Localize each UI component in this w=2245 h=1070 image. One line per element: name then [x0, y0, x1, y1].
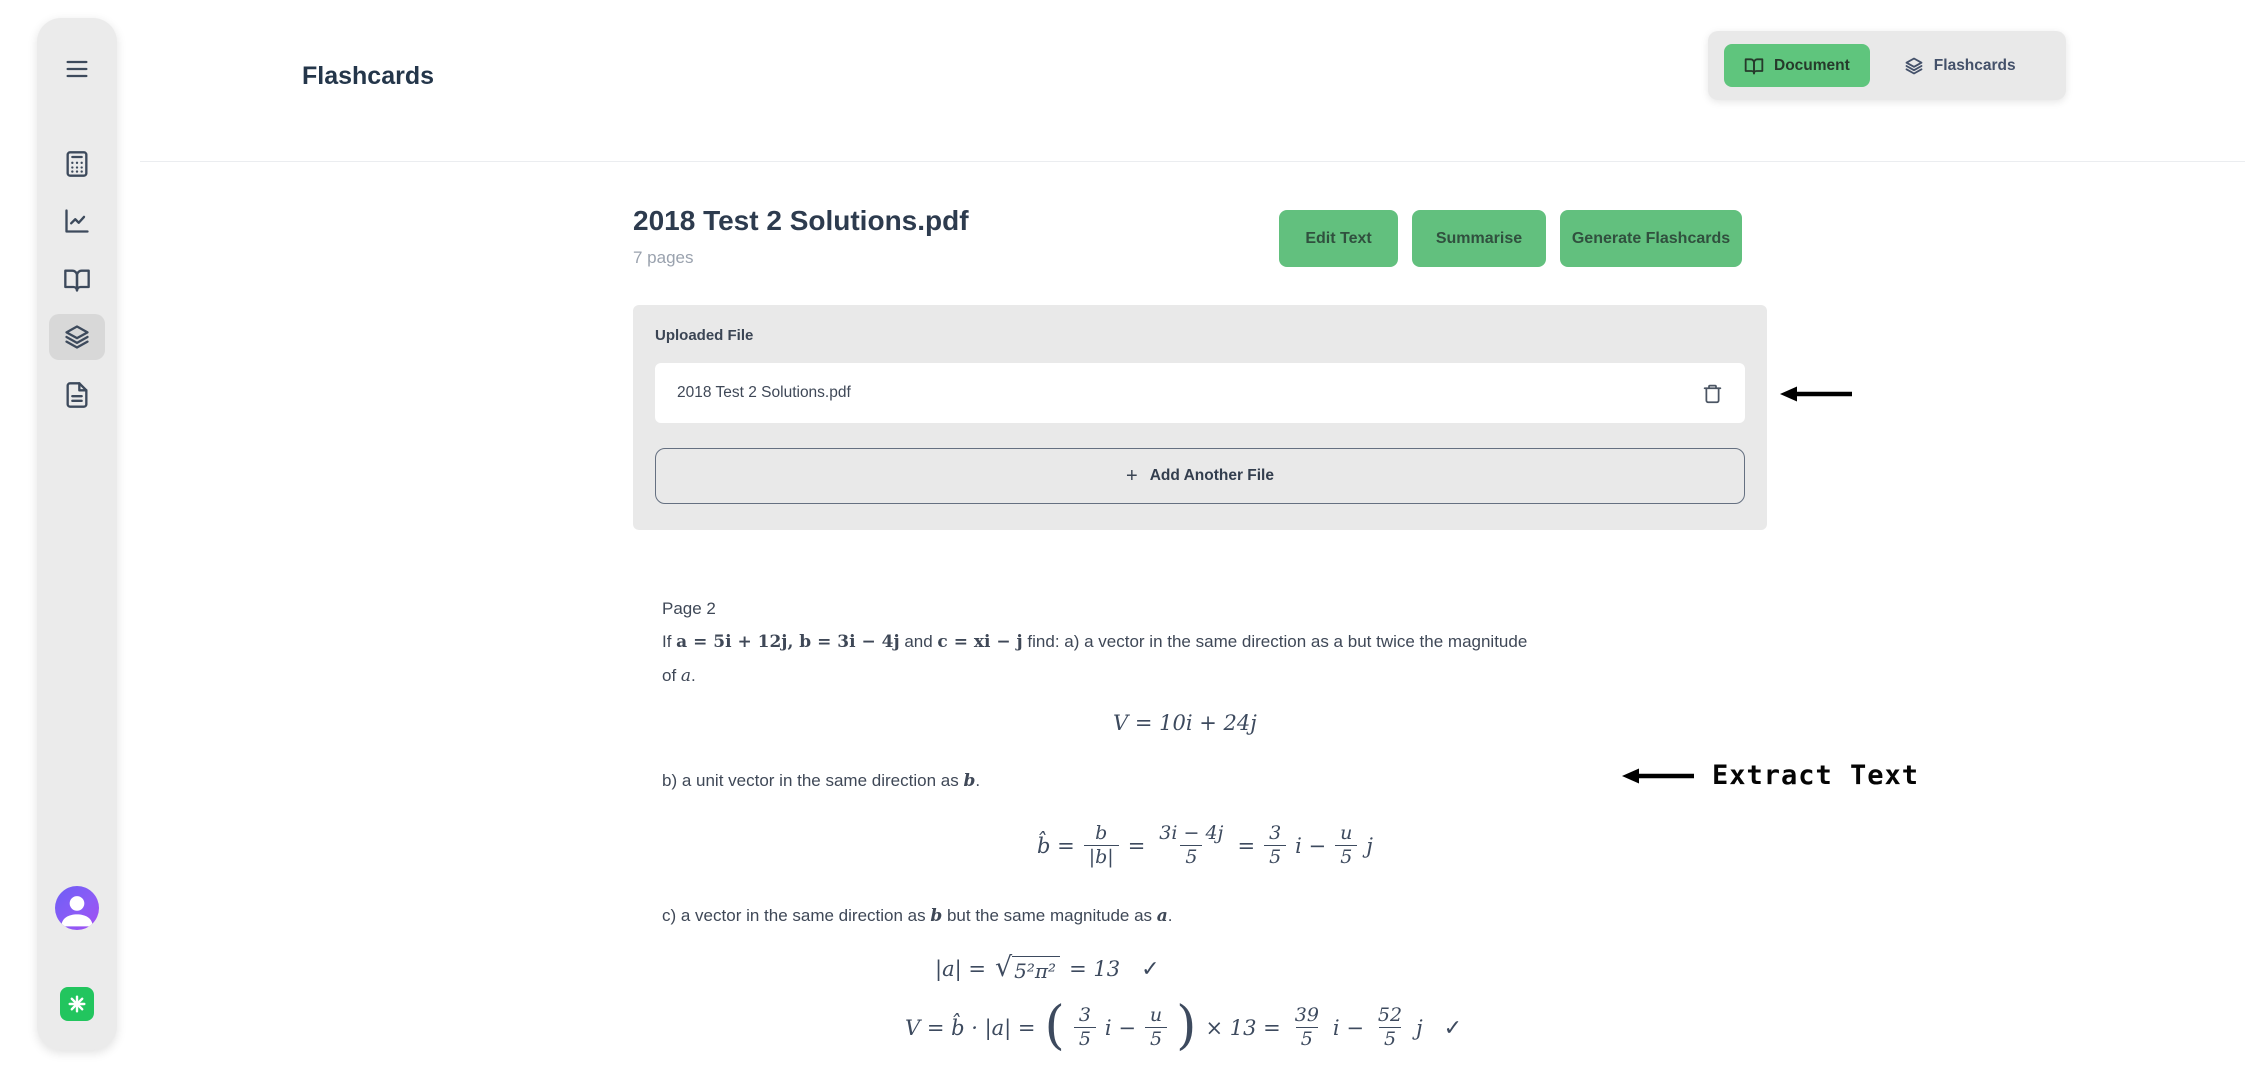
sidebar-item-flashcards[interactable]: [49, 314, 105, 360]
sidebar-item-calculator[interactable]: [54, 141, 100, 187]
trash-icon: [1702, 382, 1723, 405]
asterisk-logo-icon: [66, 993, 88, 1015]
extracted-paragraph: [662, 592, 1527, 693]
equation-magnitude: |a| = √ 5²π² = 13 ✓: [935, 951, 1160, 983]
add-another-file-label: Add Another File: [1149, 467, 1274, 484]
menu-icon: [63, 55, 91, 83]
header-divider: [140, 161, 2245, 162]
delete-file-button[interactable]: [1702, 382, 1723, 405]
menu-button[interactable]: [54, 46, 100, 92]
document-page-count: 7 pages: [633, 248, 694, 267]
annotation-extract-text-label: Extract Text: [1712, 760, 1920, 791]
plus-icon: +: [1126, 464, 1138, 487]
app-logo-button[interactable]: [60, 987, 94, 1021]
uploaded-file-label: Uploaded File: [655, 327, 754, 344]
toggle-flashcards[interactable]: [1904, 56, 2016, 76]
text-line: of a.: [662, 666, 696, 686]
generate-flashcards-button[interactable]: Generate Flashcards: [1560, 210, 1742, 267]
calculator-icon: [63, 150, 91, 178]
annotation-extract-text: [1622, 760, 1919, 791]
edit-text-button[interactable]: Edit Text: [1279, 210, 1398, 267]
sidebar-item-library[interactable]: [54, 257, 100, 303]
document-title: 2018 Test 2 Solutions.pdf: [633, 205, 969, 236]
toggle-document-label: Document: [1774, 56, 1850, 74]
uploaded-file-panel: [633, 305, 1767, 530]
view-toggle: [1708, 31, 2066, 100]
sidebar: [37, 18, 117, 1050]
equation-final: V = b̂ · |a| = ( $\frac{3}{5}$ i − $\frac{u}{5}$ ) × 13 = $\frac{39}{5}$ i − $\frac{52}{5}$ j ✓: [905, 995, 1463, 1056]
avatar[interactable]: [55, 886, 99, 930]
annotation-arrow-uploaded-file: [1780, 385, 1854, 403]
text-line: If a = 5i + 12j, b = 3i − 4j and c = xi − j find: a) a vector in the same direction as a but twice the magnitude: [662, 632, 1528, 652]
person-icon: [55, 886, 99, 930]
layers-icon: [1904, 56, 1924, 76]
book-open-icon: [63, 266, 91, 294]
summarise-button[interactable]: Summarise: [1412, 210, 1546, 267]
annotation-arrow-extract-text: [1622, 767, 1696, 785]
file-text-icon: [63, 381, 91, 409]
uploaded-file-name: 2018 Test 2 Solutions.pdf: [677, 384, 851, 401]
text-line-c: c) a vector in the same direction as b but the same magnitude as a.: [662, 906, 1173, 926]
text-line: Page 2: [662, 599, 716, 618]
text-line-b: b) a unit vector in the same direction as b.: [662, 771, 981, 791]
equation-unit-vector: b̂ = $\frac{b}{|b|}$ = $\frac{3i - 4j}{5}$ = $\frac{3}{5}$ i − $\frac{u}{5}$ j: [1037, 822, 1373, 868]
page-title: Flashcards: [302, 62, 435, 90]
toggle-document[interactable]: [1724, 44, 1870, 87]
sidebar-item-stats[interactable]: [54, 198, 100, 244]
add-another-file-button[interactable]: [655, 448, 1745, 504]
equation-v: V = 10i + 24j: [1113, 711, 1257, 735]
sidebar-item-documents[interactable]: [54, 372, 100, 418]
layers-icon: [63, 323, 91, 351]
line-chart-icon: [63, 207, 91, 235]
uploaded-file-row: [655, 363, 1745, 423]
book-open-icon: [1744, 56, 1764, 76]
toggle-flashcards-label: Flashcards: [1933, 56, 2016, 74]
